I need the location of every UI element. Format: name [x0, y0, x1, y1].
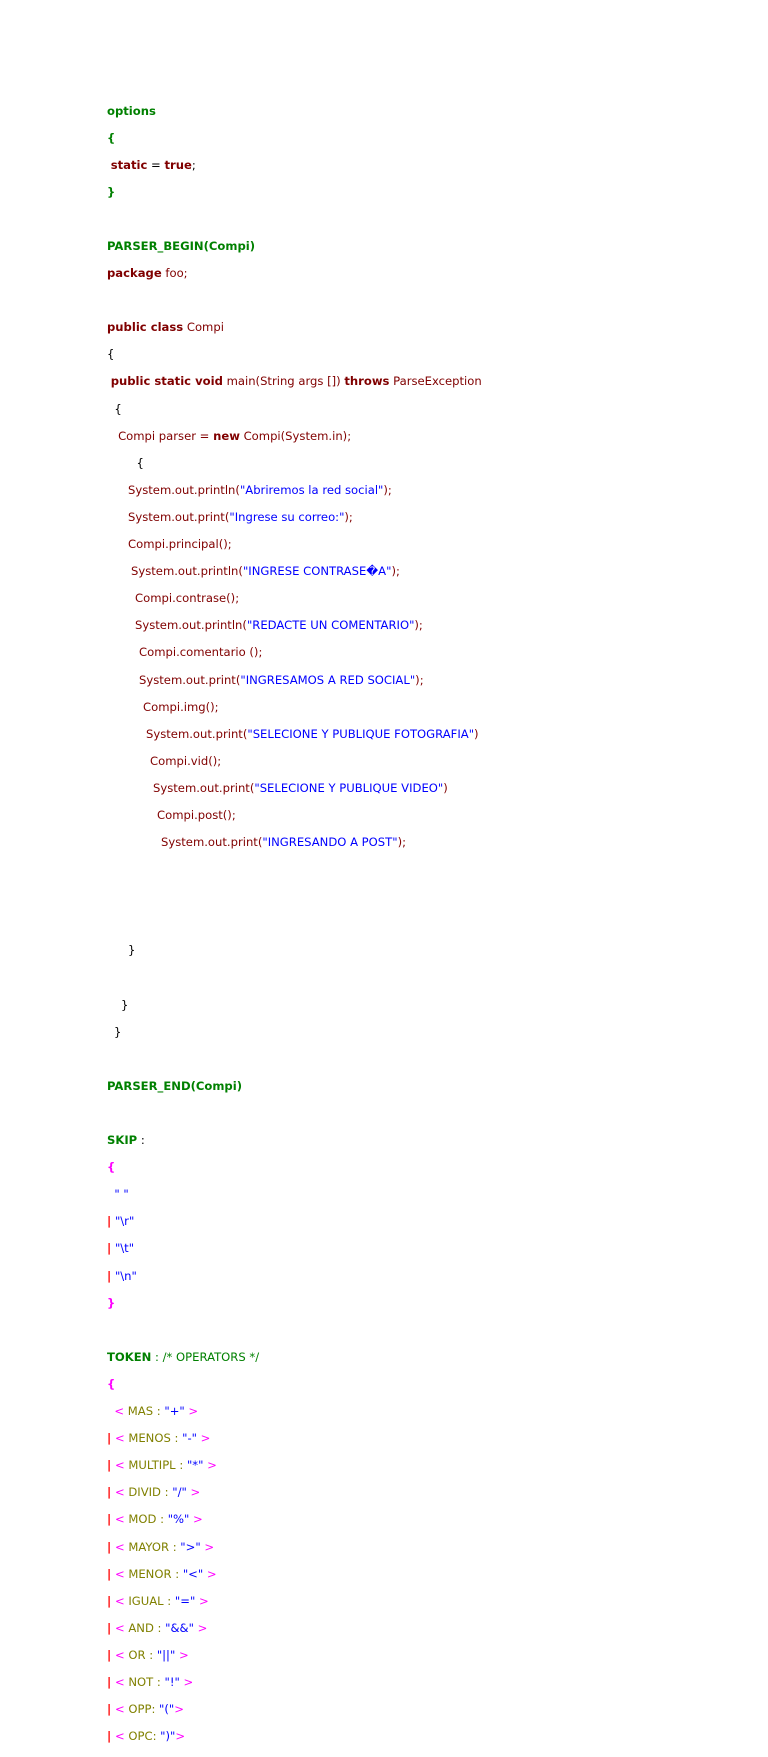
- angle-close: >: [200, 1539, 215, 1554]
- code-line: [107, 457, 482, 471]
- token-name: MENOR: [128, 1566, 172, 1581]
- pipe-separator: |: [107, 1512, 112, 1527]
- statement-call: System.out.println(: [131, 564, 243, 579]
- skip-value: "\n": [114, 1268, 137, 1283]
- token-item: [107, 1405, 482, 1419]
- blank-line: [107, 1053, 482, 1067]
- code-line-parser-begin: [107, 240, 482, 254]
- pipe-separator: |: [107, 1647, 112, 1662]
- angle-open: <: [114, 1702, 129, 1717]
- token-sep: :: [160, 1485, 173, 1500]
- token-keyword: TOKEN: [107, 1349, 152, 1364]
- angle-open: <: [114, 1729, 129, 1744]
- angle-open: <: [114, 1539, 129, 1554]
- statement-string: "INGRESANDO A POST": [262, 835, 398, 850]
- statement-string: "Ingrese su correo:": [229, 509, 345, 524]
- token-value: ">": [180, 1539, 201, 1554]
- token-item: [107, 1568, 482, 1582]
- exception-name: ParseException: [389, 374, 482, 389]
- statement-call: System.out.println(: [128, 482, 240, 497]
- statement-call: System.out.print(: [161, 835, 263, 850]
- statement-call: System.out.print(: [128, 509, 230, 524]
- skip-open-brace: {: [107, 1160, 116, 1175]
- main-signature: main(String args []): [222, 374, 345, 389]
- statement-line: [107, 674, 482, 688]
- token-name: MENOS: [128, 1431, 171, 1446]
- angle-close: >: [203, 1458, 217, 1473]
- new-keyword: new: [213, 428, 240, 443]
- angle-open: <: [114, 1404, 128, 1419]
- token-value: "/": [172, 1485, 187, 1500]
- token-item: [107, 1622, 482, 1636]
- statement-call: Compi.post();: [157, 807, 236, 822]
- token-value: "=": [174, 1593, 196, 1608]
- token-item: [107, 1541, 482, 1555]
- statement-line: [107, 511, 482, 525]
- inner-close-brace: }: [128, 943, 136, 958]
- pipe-separator: |: [107, 1729, 112, 1744]
- token-name: OPC: [128, 1729, 153, 1744]
- statement-string: "INGRESAMOS A RED SOCIAL": [240, 672, 416, 687]
- code-line-class: [107, 321, 482, 335]
- parser-end-directive: PARSER_END(Compi): [107, 1078, 242, 1093]
- statement-call: System.out.println(: [135, 618, 247, 633]
- code-line-main: [107, 375, 482, 389]
- token-sep: :: [145, 1647, 157, 1662]
- statement-end: );: [391, 564, 400, 579]
- class-close-brace: }: [114, 1024, 122, 1039]
- angle-close: >: [195, 1593, 209, 1608]
- statement-end: );: [383, 482, 392, 497]
- statement-line: [107, 782, 482, 796]
- statement-end: ): [443, 780, 448, 795]
- inner-open-brace: {: [136, 455, 144, 470]
- token-name: IGUAL: [128, 1593, 164, 1608]
- skip-value: "\t": [114, 1241, 135, 1256]
- method-close-brace: }: [121, 997, 129, 1012]
- angle-open: <: [114, 1674, 129, 1689]
- token-value: "%": [167, 1512, 190, 1527]
- code-line-token: [107, 1351, 482, 1365]
- code-line-skip: [107, 1134, 482, 1148]
- main-modifiers: public static void: [110, 374, 223, 389]
- angle-close: >: [196, 1431, 211, 1446]
- token-value: "(": [159, 1702, 175, 1717]
- public-class-keyword: public class: [107, 320, 184, 335]
- blank-line: [107, 1107, 482, 1121]
- token-sep: :: [175, 1458, 187, 1473]
- blank-line: [107, 213, 482, 227]
- token-name: OR: [128, 1647, 146, 1662]
- statement-string: "INGRESE CONTRASE�A": [242, 564, 392, 579]
- token-name: MAS: [127, 1404, 154, 1419]
- pipe-separator: |: [107, 1214, 112, 1229]
- code-line: [107, 1297, 482, 1311]
- statement-line: [107, 565, 482, 579]
- token-value: "+": [164, 1404, 185, 1419]
- package-keyword: package: [107, 266, 162, 281]
- statement-call: System.out.print(: [139, 672, 241, 687]
- statement-call: Compi.comentario ();: [139, 645, 263, 660]
- code-line: [107, 348, 482, 362]
- token-name: OPP: [128, 1702, 152, 1717]
- angle-open: <: [114, 1647, 129, 1662]
- statement-string: "Abriremos la red social": [239, 482, 384, 497]
- code-line: [107, 159, 482, 173]
- code-line: [107, 186, 482, 200]
- static-keyword: static: [110, 157, 148, 172]
- statement-call: Compi.vid();: [150, 753, 222, 768]
- angle-close: >: [193, 1620, 208, 1635]
- pipe-separator: |: [107, 1241, 112, 1256]
- angle-open: <: [114, 1485, 129, 1500]
- token-item: [107, 1486, 482, 1500]
- options-close-brace: }: [107, 184, 116, 199]
- skip-item: [107, 1242, 482, 1256]
- statement-call: System.out.print(: [146, 726, 248, 741]
- statement-call: Compi.principal();: [128, 537, 232, 552]
- blank-line: [107, 1324, 482, 1338]
- class-name: Compi: [183, 320, 224, 335]
- statement-line: [107, 538, 482, 552]
- blank-line: [107, 890, 482, 904]
- skip-item: [107, 1270, 482, 1284]
- token-sep: :: [152, 1729, 161, 1744]
- code-listing: [107, 91, 482, 1757]
- options-keyword: options: [107, 103, 156, 118]
- token-name: NOT: [128, 1674, 154, 1689]
- blank-line: [107, 972, 482, 986]
- token-item: [107, 1703, 482, 1717]
- token-sep: :: [170, 1431, 183, 1446]
- pipe-separator: |: [107, 1593, 112, 1608]
- token-sep: :: [153, 1404, 165, 1419]
- skip-item: [107, 1215, 482, 1229]
- token-name: AND: [128, 1620, 154, 1635]
- skip-close-brace: }: [107, 1295, 116, 1310]
- pipe-separator: |: [107, 1566, 112, 1581]
- pipe-separator: |: [107, 1702, 112, 1717]
- semicolon: ;: [191, 157, 196, 172]
- token-name: MOD: [128, 1512, 157, 1527]
- token-sep: :: [151, 1702, 160, 1717]
- token-name: MAYOR: [128, 1539, 170, 1554]
- statement-line: [107, 728, 482, 742]
- token-value: "<": [182, 1566, 204, 1581]
- pipe-separator: |: [107, 1431, 112, 1446]
- token-value: ")": [160, 1729, 176, 1744]
- token-value: "&&": [165, 1620, 194, 1635]
- parser-begin-directive: PARSER_BEGIN(Compi): [107, 239, 256, 254]
- statement-line: [107, 484, 482, 498]
- statement-call: Compi.img();: [143, 699, 219, 714]
- angle-close: >: [174, 1702, 184, 1717]
- code-line: [107, 944, 482, 958]
- options-open-brace: {: [107, 130, 116, 145]
- package-name: foo;: [161, 266, 188, 281]
- token-item: [107, 1432, 482, 1446]
- token-name: MULTIPL: [128, 1458, 176, 1473]
- statement-line: [107, 701, 482, 715]
- token-sep: :: [153, 1674, 165, 1689]
- token-name: DIVID: [128, 1485, 161, 1500]
- skip-value: "\r": [114, 1214, 135, 1229]
- blank-line: [107, 917, 482, 931]
- statement-line: [107, 755, 482, 769]
- code-line: [107, 403, 482, 417]
- token-open-brace: {: [107, 1376, 116, 1391]
- token-value: "*": [186, 1458, 204, 1473]
- token-sep: :: [156, 1512, 168, 1527]
- code-line: [107, 1026, 482, 1040]
- pipe-separator: |: [107, 1485, 112, 1500]
- pipe-separator: |: [107, 1620, 112, 1635]
- angle-close: >: [175, 1729, 186, 1744]
- token-item: [107, 1730, 482, 1744]
- skip-value: " ": [114, 1187, 129, 1202]
- equals-sign: =: [147, 157, 165, 172]
- class-open-brace: {: [107, 347, 115, 362]
- statement-end: );: [344, 509, 353, 524]
- instantiation-end: Compi(System.in);: [239, 428, 352, 443]
- skip-colon: :: [137, 1133, 145, 1148]
- statement-line: [107, 646, 482, 660]
- statement-line: [107, 809, 482, 823]
- code-line: [107, 999, 482, 1013]
- angle-close: >: [203, 1566, 217, 1581]
- token-sep: :: [171, 1566, 183, 1581]
- pipe-separator: |: [107, 1268, 112, 1283]
- instantiation-start: Compi parser =: [118, 428, 214, 443]
- code-line-instantiation: [107, 430, 482, 444]
- true-keyword: true: [164, 157, 192, 172]
- blank-line: [107, 294, 482, 308]
- token-value: "-": [182, 1431, 197, 1446]
- token-item: [107, 1513, 482, 1527]
- statement-end: ): [474, 726, 479, 741]
- skip-keyword: SKIP: [107, 1133, 138, 1148]
- token-item: [107, 1459, 482, 1473]
- code-line-package: [107, 267, 482, 281]
- statement-string: "SELECIONE Y PUBLIQUE FOTOGRAFIA": [247, 726, 475, 741]
- method-open-brace: {: [114, 401, 122, 416]
- token-sep: :: [163, 1593, 175, 1608]
- token-sep: :: [153, 1620, 166, 1635]
- statement-end: );: [415, 672, 424, 687]
- angle-open: <: [114, 1458, 129, 1473]
- pipe-separator: |: [107, 1458, 112, 1473]
- statement-end: );: [397, 835, 407, 850]
- token-sep: :: [169, 1539, 181, 1554]
- angle-close: >: [179, 1674, 194, 1689]
- code-line: [107, 1378, 482, 1392]
- code-line-parser-end: [107, 1080, 482, 1094]
- angle-open: <: [114, 1620, 129, 1635]
- angle-close: >: [175, 1647, 189, 1662]
- statement-string: "REDACTE UN COMENTARIO": [246, 618, 415, 633]
- token-item: [107, 1649, 482, 1663]
- angle-close: >: [186, 1485, 201, 1500]
- angle-open: <: [114, 1512, 129, 1527]
- token-comment: : /* OPERATORS */: [151, 1349, 260, 1364]
- statement-end: );: [414, 618, 423, 633]
- token-item: [107, 1676, 482, 1690]
- code-line-options: [107, 105, 482, 119]
- angle-open: <: [114, 1593, 129, 1608]
- pipe-separator: |: [107, 1539, 112, 1554]
- blank-line: [107, 863, 482, 877]
- token-item: [107, 1595, 482, 1609]
- skip-item: [107, 1188, 482, 1202]
- statement-line: [107, 619, 482, 633]
- code-line: [107, 1161, 482, 1175]
- pipe-separator: |: [107, 1674, 112, 1689]
- code-line: [107, 132, 482, 146]
- statement-line: [107, 592, 482, 606]
- angle-close: >: [184, 1404, 199, 1419]
- angle-open: <: [114, 1566, 129, 1581]
- angle-close: >: [189, 1512, 203, 1527]
- statement-string: "SELECIONE Y PUBLIQUE VIDEO": [254, 780, 444, 795]
- statement-call: System.out.print(: [153, 780, 255, 795]
- statement-line: [107, 836, 482, 850]
- throws-keyword: throws: [344, 374, 390, 389]
- token-value: "||": [156, 1647, 176, 1662]
- token-value: "!": [164, 1674, 180, 1689]
- angle-open: <: [114, 1431, 129, 1446]
- statement-call: Compi.contrase();: [135, 591, 240, 606]
